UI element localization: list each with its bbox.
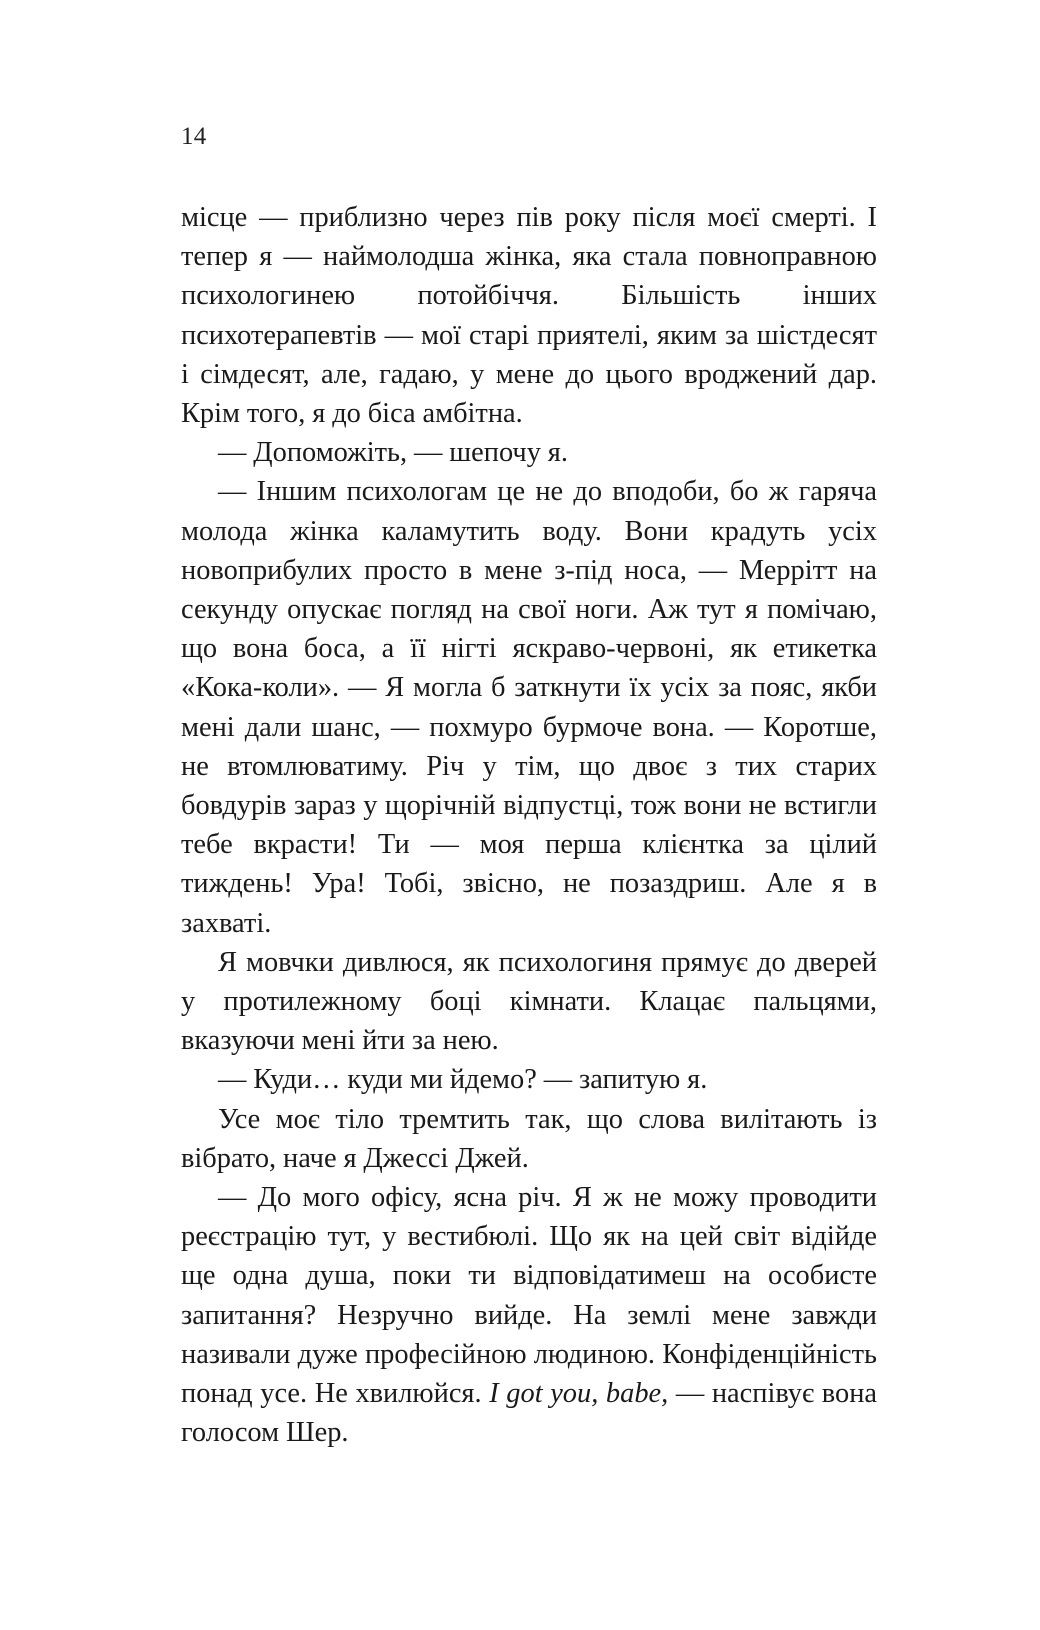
paragraph-7-italic-song-lyric: I got you, babe, xyxy=(489,1378,669,1410)
paragraph-2-dialogue: — Допоможіть, — шепочу я. xyxy=(218,437,568,469)
page-number: 14 xyxy=(181,123,207,150)
paragraph-7-text-before-italic: — До мого офісу, ясна річ. Я ж не можу проводити реєстрацію тут, у вестибюлі. Що як на цей світ відійде ще одна душа, поки ти відповідатимеш на особисте запитання? Незручно вийде. На землі мене завжди називали дуже професійною людиною. Конфіденційність понад усе. Не хвилюйся. xyxy=(181,1182,877,1410)
paragraph-5-dialogue: — Куди… куди ми йдемо? — запитую я. xyxy=(218,1064,708,1096)
paragraph-6: Усе моє тіло тремтить так, що слова вилітають із вібрато, наче я Джессі Джей. xyxy=(181,1103,877,1174)
paragraph-1: місце — приблизно через пів року після моєї смерті. І тепер я — наймолодша жінка, яка стала повноправною психологинею потойбіччя. Більшість інших психотерапевтів — мої старі приятелі, яким за шістдесят і сімдесят, але, гадаю, у мене до цього вроджений дар. Крім того, я до біса амбітна. xyxy=(181,202,877,430)
paragraph-7-text-after-italic: — наспівує вона голосом Шер. xyxy=(181,1378,877,1449)
paragraph-3-dialogue: — Іншим психологам це не до вподоби, бо ж гаряча молода жінка каламутить воду. Вони крадуть усіх новоприбулих просто в мене з-під носа, — Меррітт на секунду опускає погляд на свої ноги. Аж тут я помічаю, що вона боса, а її нігті яскраво-червоні, як етикетка «Кока-коли». — Я могла б заткнути їх усіх за пояс, якби мені дали шанс, — похмуро бурмоче вона. — Коротше, не втомлюватиму. Річ у тім, що двоє з тих старих бовдурів зараз у щорічній відпустці, тож вони не встигли тебе вкрасти! Ти — моя перша клієнтка за цілий тиждень! Ура! Тобі, звісно, не позаздриш. Але я в захваті. xyxy=(181,476,877,939)
body-text-block xyxy=(181,198,877,1453)
paragraph-7-dialogue xyxy=(181,1178,877,1452)
paragraph-4: Я мовчки дивлюся, як психологиня прямує до дверей у протилежному боці кімнати. Клацає пальцями, вказуючи мені йти за нею. xyxy=(181,946,877,1057)
